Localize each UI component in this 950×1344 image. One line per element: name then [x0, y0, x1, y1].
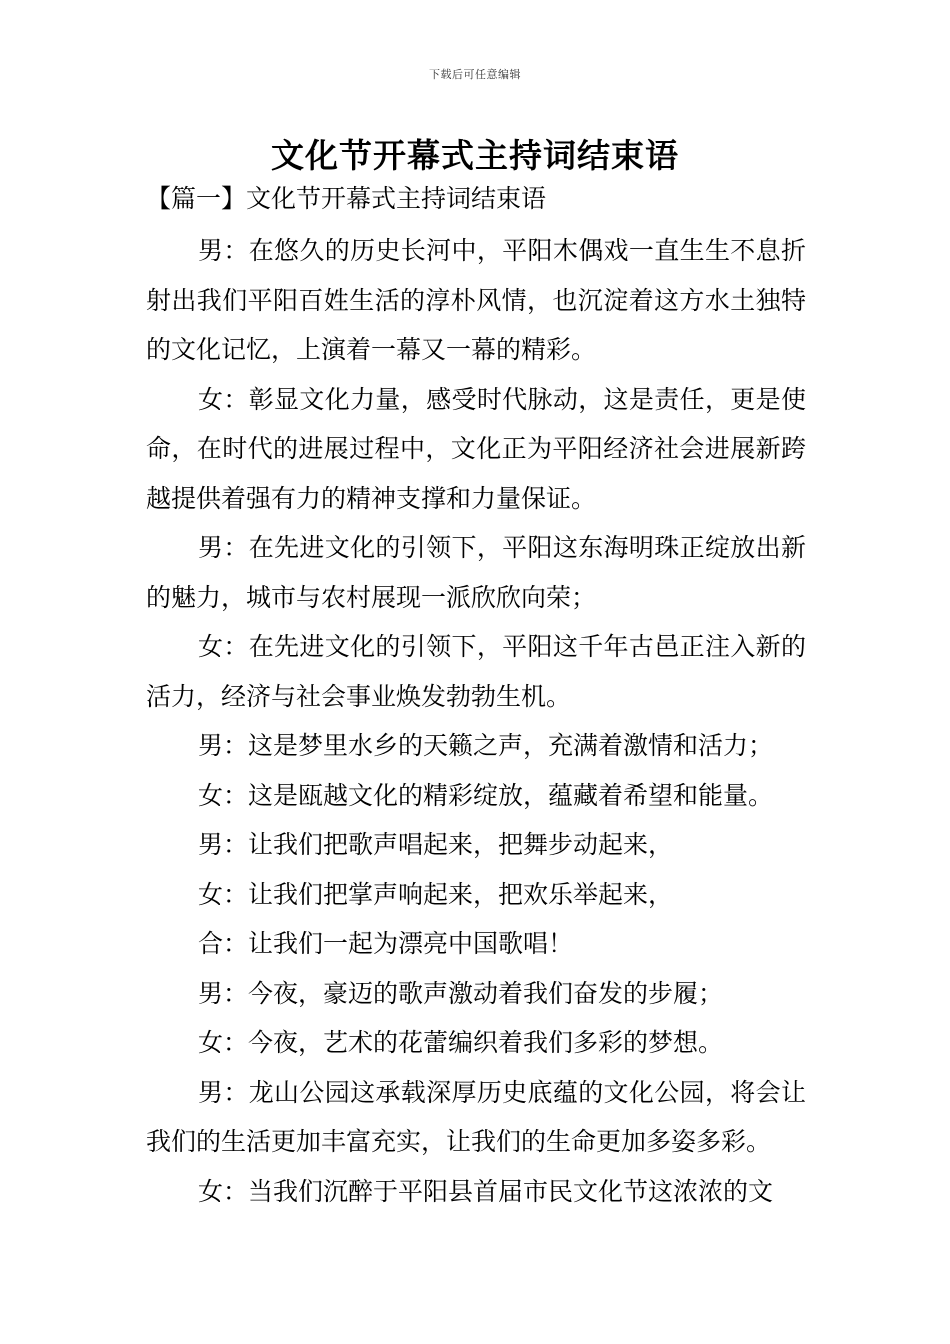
- paragraph: 合：让我们一起为漂亮中国歌唱！: [198, 929, 574, 958]
- paragraph: 女：当我们沉醉于平阳县首届市民文化节这浓浓的文: [198, 1176, 774, 1206]
- paragraph: 女：让我们把掌声响起来，把欢乐举起来，: [198, 879, 674, 909]
- paragraph: 女：在先进文化的引领下，平阳这千年古邑正注入新的活力，经济与社会事业焕发勃勃生机。: [146, 632, 806, 711]
- paragraph: 男：这是梦里水乡的天籁之声，充满着激情和活力；: [198, 731, 774, 760]
- paragraph: 女：这是瓯越文化的精彩绽放，蕴藏着希望和能量。: [198, 780, 774, 810]
- paragraph: 女：彰显文化力量，感受时代脉动，这是责任，更是使命，在时代的进展过程中，文化正为平阳经济社会进展新跨越提供着强有力的精神支撑和力量保证。: [146, 384, 806, 513]
- paragraph: 男：在悠久的历史长河中，平阳木偶戏一直生生不息折射出我们平阳百姓生活的淳朴风情，也沉淀着这方水土独特的文化记忆，上演着一幕又一幕的精彩。: [146, 236, 806, 364]
- paragraph: 男：今夜，豪迈的歌声激动着我们奋发的步履；: [198, 978, 724, 1008]
- paragraph: 男：在先进文化的引领下，平阳这东海明珠正绽放出新的魅力，城市与农村展现一派欣欣向荣；: [146, 533, 806, 612]
- header-note: 下载后可任意编辑: [429, 68, 521, 81]
- paragraph: 男：龙山公园这承载深厚历史底蕴的文化公园，将会让我们的生活更加丰富充实，让我们的生命更加多姿多彩。: [146, 1077, 806, 1156]
- paragraph: 男：让我们把歌声唱起来，把舞步动起来，: [198, 830, 674, 859]
- section-heading: 【篇一】文化节开幕式主持词结束语: [146, 184, 547, 213]
- document-body: [146, 226, 806, 1216]
- paragraph: 女：今夜，艺术的花蕾编织着我们多彩的梦想。: [198, 1028, 724, 1057]
- document-title: 文化节开幕式主持词结束语: [271, 136, 679, 175]
